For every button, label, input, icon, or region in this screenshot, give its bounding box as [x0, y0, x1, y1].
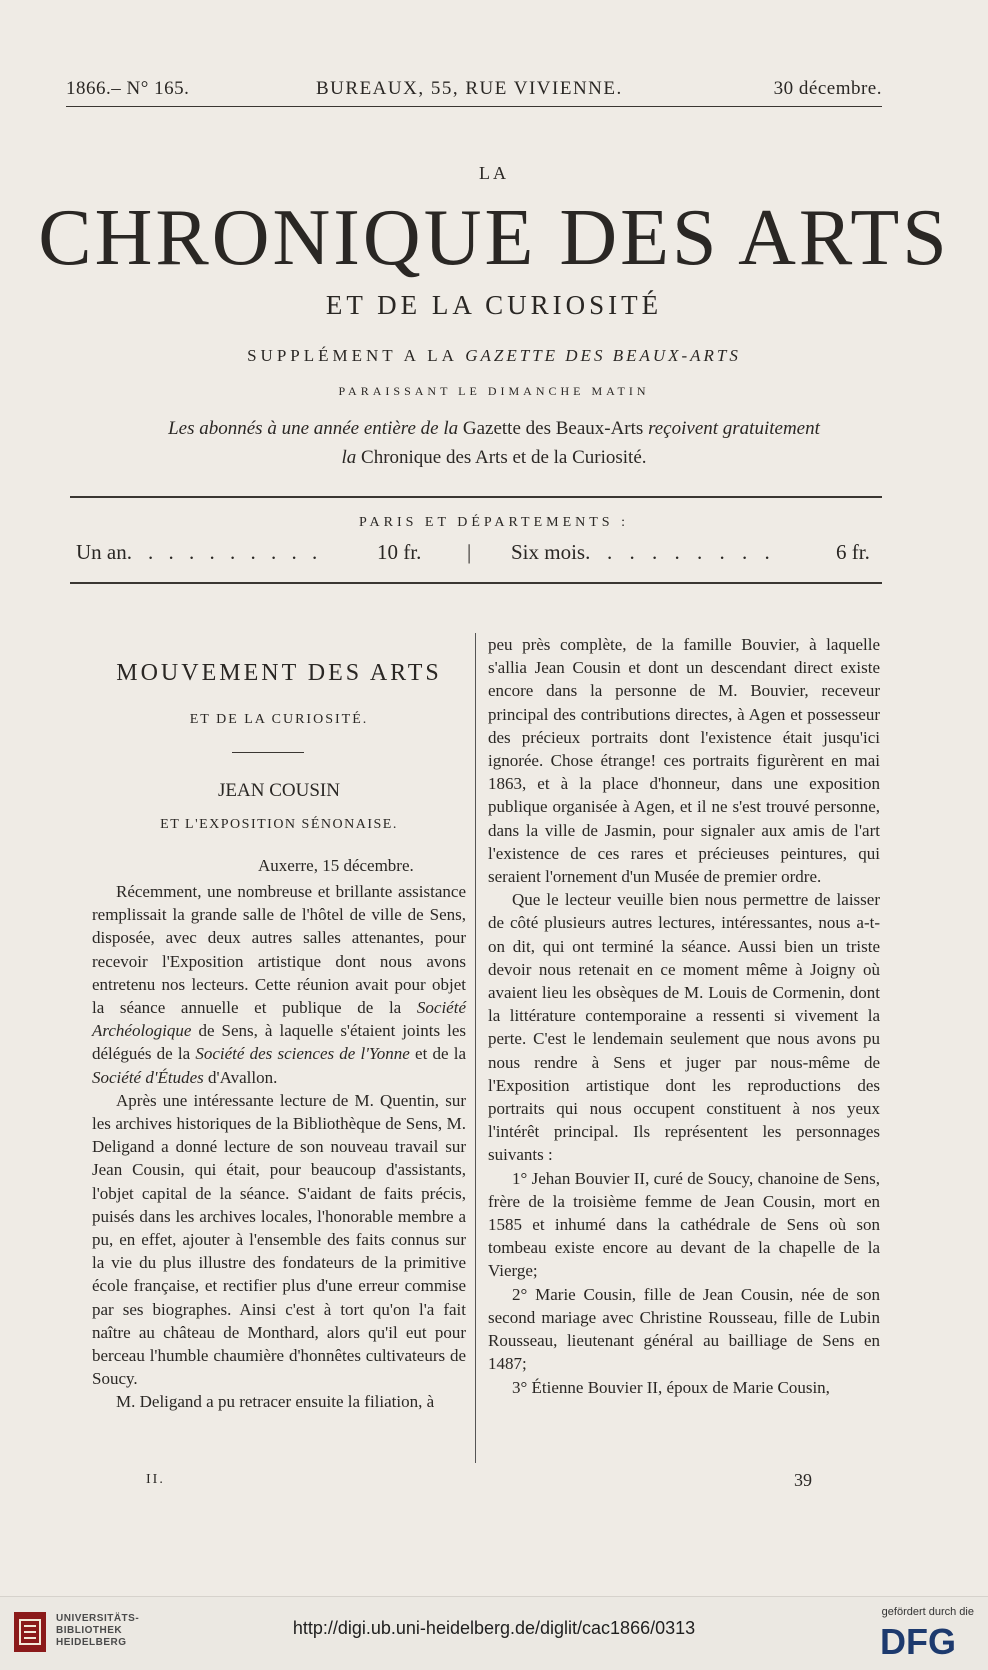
issue-number: 1866.– N° 165. [66, 78, 190, 99]
header-rule [66, 106, 882, 107]
paragraph: Récemment, une nombreuse et brillante assistance remplissait la grande salle de l'hôtel de ville de Sens, disposée, avec deux autres salles attenantes, pour recevoir l'Exposition artistique dont nous avons entretenu nos lecteurs. Cette réunion avait pour objet la séance annuelle et publique de la Société Archéologique de Sens, à laquelle s'étaient joints les délégués de la Société des sciences de l'Yonne et de la Société d'Études d'Avallon. [92, 882, 467, 1087]
paragraph: M. Deligand a pu retracer ensuite la filiation, à [116, 1392, 435, 1412]
price-separator: | [467, 540, 472, 564]
page-number: 39 [794, 1470, 812, 1490]
funding-note: gefördert durch die [881, 1606, 974, 1618]
volume-marker: II. [146, 1472, 165, 1487]
pricing-rule-top [70, 496, 882, 498]
subscribers-note-2: la Chronique des Arts et de la Curiosité. [341, 447, 647, 468]
issue-date: 30 décembre. [773, 78, 882, 99]
pricing-rule-bottom [70, 582, 882, 584]
section-title: MOUVEMENT DES ARTS [116, 660, 442, 686]
section-divider [232, 752, 304, 753]
library-name: UNIVERSITÄTS- BIBLIOTHEK HEIDELBERG [56, 1613, 140, 1648]
article-dateline: Auxerre, 15 décembre. [258, 856, 414, 875]
article-column-left [92, 880, 466, 1414]
list-item: 2° Marie Cousin, fille de Jean Cousin, née de son second mariage avec Christine Rousseau, fille de Lubin Rousseau, lieutenant général au bailliage de Sens en 1487; [488, 1284, 880, 1374]
price-year-label: Un an. [76, 540, 132, 564]
dfg-logo-text: DFG [880, 1621, 956, 1660]
column-rule [475, 633, 476, 1463]
paragraph: Après une intéressante lecture de M. Quentin, sur les archives historiques de la Bibliothèque de Sens, M. Deligand a donné lecture de son nouveau travail sur Jean Cousin, qui était, pour beaucoup d'assistants, l'objet capital de la séance. S'aidant de faits précis, puisés dans les archives locales, l'honorable membre a pu, en effet, ajouter à l'ensemble des faits connus sur la vie du plus illustre des fondateurs de la primitive école française, et rectifier plus d'une erreur commise par ses biographes. Ainsi c'est à tort qu'on l'a fait naître au château de Monthard, alors qu'il eut pour berceau l'humble chaumière d'honnêtes cultivateurs de Soucy. [92, 1090, 466, 1389]
subscribers-note-1: Les abonnés à une année entière de la Gazette des Beaux-Arts reçoivent gratuitement [168, 418, 820, 439]
price-half-value: 6 fr. [836, 540, 870, 564]
article-subtitle: ET L'EXPOSITION SÉNONAISE. [160, 817, 398, 832]
price-half-label: Six mois. [511, 540, 591, 564]
list-item: 3° Étienne Bouvier II, époux de Marie Cousin, [512, 1377, 830, 1397]
list-item: 1° Jehan Bouvier II, curé de Soucy, chanoine de Sens, frère de la troisième femme de Jean Cousin, mort en 1585 et inhumé dans la cathédrale de Sens où son tombeau existe encore au devant de la chapelle de la Vierge; [488, 1168, 880, 1281]
dfg-logo [880, 1620, 976, 1660]
paragraph: Que le lecteur veuille bien nous permettre de laisser de côté plusieurs autres lectures, intéressantes, nous a-t-on dit, qui ont terminé la séance. Aussi bien un triste devoir nous retenait en ce moment même à Joigny où avaient lieu les obsèques de M. Louis de Cormenin, dont la littérature contemporaine a ressenti si vivement la perte. C'est le lendemain seulement que nous avons pu nous rendre à Sens et juger par nous-même de l'Exposition artistique dont les reproductions des portraits qui nous occupent constituent à nos yeux l'intérêt principal. Ils représentent les personnages suivants : [488, 890, 880, 1165]
masthead-subtitle: ET DE LA CURIOSITÉ [325, 290, 663, 320]
pricing-heading: PARIS ET DÉPARTEMENTS : [359, 515, 629, 530]
masthead-article: LA [479, 163, 509, 183]
masthead-title: CHRONIQUE DES ARTS [38, 194, 950, 282]
price-year-dots: . . . . . . . . . [148, 540, 323, 564]
frequency-line: PARAISSANT LE DIMANCHE MATIN [338, 384, 650, 398]
article-column-right [488, 633, 880, 1399]
office-address: BUREAUX, 55, RUE VIVIENNE. [316, 78, 623, 99]
supplement-line: SUPPLÉMENT A LA GAZETTE DES BEAUX-ARTS [247, 346, 741, 365]
price-year-value: 10 fr. [377, 540, 422, 564]
paragraph: peu près complète, de la famille Bouvier, à laquelle s'allia Jean Cousin et dont un descendant direct existe encore dans la personne de M. Bouvier, receveur principal des contributions directes, à Agen et possesseur des précieux portraits dont l'existence était jusqu'ici ignorée. Chose étrange! ces portraits figurèrent en mai 1863, et à la place d'honneur, dans une exposition publique organisée à Agen, et il ne s'est trouvé personne, dans la ville de Jasmin, pour signaler aux amis de l'art l'existence de ces rares et précieuses peintures, qui seraient l'ornement d'un Musée de premier ordre. [488, 635, 880, 887]
source-url-link[interactable]: http://digi.ub.uni-heidelberg.de/diglit/cac1866/0313 [292, 1618, 696, 1638]
article-title: JEAN COUSIN [218, 780, 340, 801]
section-subtitle: ET DE LA CURIOSITÉ. [189, 712, 369, 727]
price-half-dots: . . . . . . . . [607, 540, 776, 564]
